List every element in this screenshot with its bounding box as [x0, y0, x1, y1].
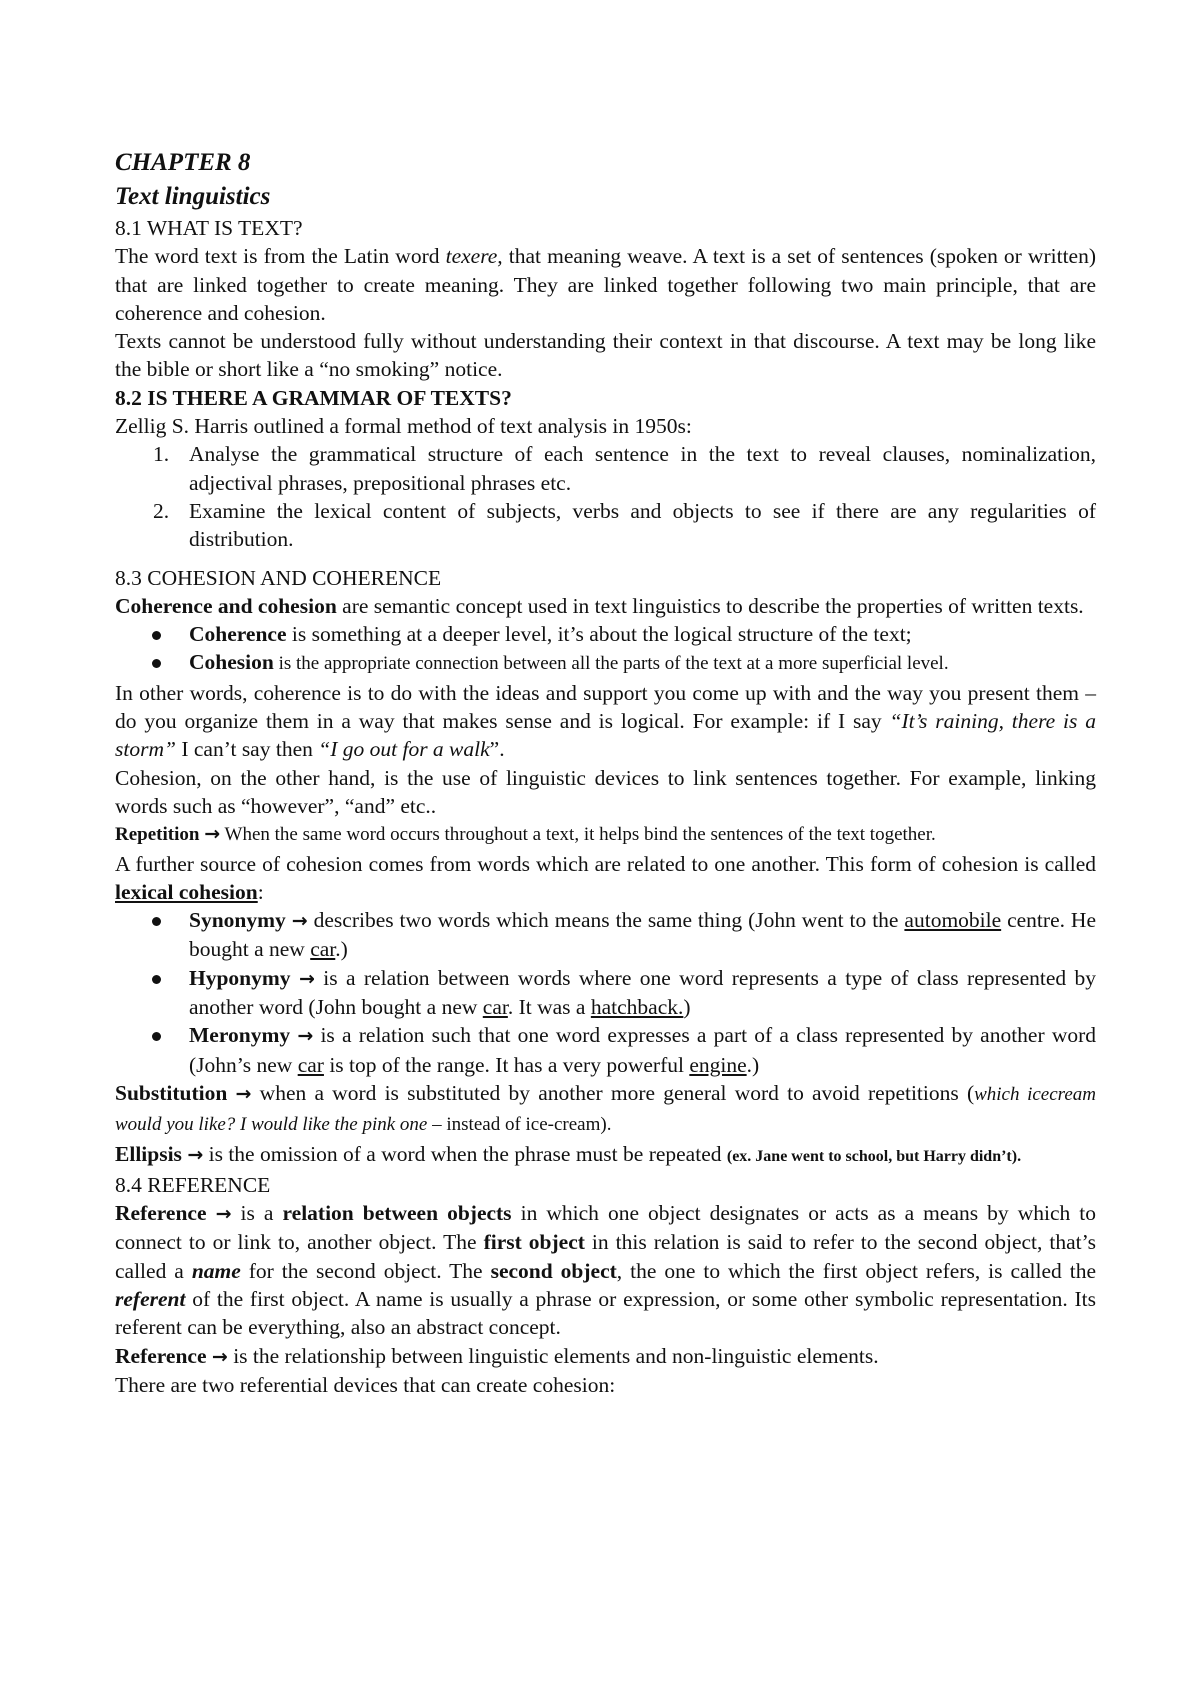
bullet-list-coherence — [115, 620, 1096, 679]
arrow-right-icon: → — [215, 1203, 232, 1226]
paragraph-reference-definition: Reference → is a relation between objects in which one object designates or acts as a means by which to connect to or link to, another object. The first object in this relation is said to refer to the second object, that’s called a name for the second object. The second object, the one to which the first object refers, is called the referent of the first object. A name is usually a phrase or expression, or some other symbolic representation. Its referent can be everything, also an abstract concept. — [115, 1201, 1097, 1340]
chapter-title: Text linguistics — [115, 183, 271, 210]
paragraph-reference-relationship: Reference → is the relationship between linguistic elements and non-linguistic elements. — [115, 1343, 879, 1368]
bullet-icon — [152, 1032, 161, 1041]
list-item: Hyponymy → is a relation between words where one word represents a type of class represented by another word (John bought a new car. It was a hatchback.) — [115, 964, 1096, 1022]
list-item: Coherence is something at a deeper level, it’s about the logical structure of the text; — [115, 620, 1096, 648]
paragraph-referential-devices: There are two referential devices that can create cohesion: — [115, 1372, 616, 1397]
arrow-right-icon: → — [291, 910, 308, 933]
paragraph-text-definition: The word text is from the Latin word texere, that meaning weave. A text is a set of sentences (spoken or written) that are linked together to create meaning. They are linked together following two main principle, that are coherence and cohesion. — [115, 244, 1096, 325]
section-heading-8-4: 8.4 REFERENCE — [115, 1172, 271, 1197]
paragraph-substitution: Substitution → when a word is substituted by another more general word to avoid repetitions (which icecream would you like? I would like the pink one – instead of ice-cream). — [115, 1080, 1096, 1136]
list-item: Synonymy → describes two words which means the same thing (John went to the automobile centre. He bought a new car.) — [115, 906, 1096, 964]
arrow-right-icon: → — [211, 1345, 228, 1368]
list-item: Cohesion is the appropriate connection between all the parts of the text at a more superficial level. — [115, 648, 1096, 678]
paragraph-repetition: Repetition → When the same word occurs throughout a text, it helps bind the sentences of the text together. — [115, 823, 936, 846]
paragraph-text-context: Texts cannot be understood fully without understanding their context in that discourse. A text may be long like the bible or short like a “no smoking” notice. — [115, 329, 1096, 382]
section-heading-8-1: 8.1 WHAT IS TEXT? — [115, 216, 303, 240]
arrow-right-icon: → — [297, 1025, 314, 1048]
paragraph-cohesion-explained: Cohesion, on the other hand, is the use of linguistic devices to link sentences together. For example, linking words such as “however”, “and” etc.. — [115, 765, 1096, 818]
bullet-icon — [152, 659, 161, 668]
paragraph-coherence-explained: In other words, coherence is to do with the ideas and support you come up with and the way you present them – do you organize them in a way that makes sense and is logical. For example: if I say “It’s raining, there is a storm” I can’t say then “I go out for a walk”. — [115, 680, 1096, 762]
arrow-right-icon: → — [204, 823, 221, 846]
arrow-right-icon: → — [235, 1082, 252, 1105]
document-page — [115, 138, 1096, 1399]
section-heading-8-2: 8.2 IS THERE A GRAMMAR OF TEXTS? — [115, 385, 512, 410]
list-item: 1. Analyse the grammatical structure of each sentence in the text to reveal clauses, nominalization, adjectival phrases, prepositional phrases etc. — [153, 442, 1096, 495]
paragraph-lexical-cohesion: A further source of cohesion comes from words which are related to one another. This form of cohesion is called lexical cohesion: — [115, 851, 1096, 904]
bullet-list-lexical — [115, 906, 1096, 1079]
numbered-list — [115, 440, 1096, 553]
paragraph-coherence-cohesion: Coherence and cohesion are semantic concept used in text linguistics to describe the properties of written texts. — [115, 593, 1084, 618]
list-item: Meronymy → is a relation such that one word expresses a part of a class represented by another word (John’s new car is top of the range. It has a very powerful engine.) — [115, 1021, 1096, 1079]
chapter-heading: CHAPTER 8 — [115, 149, 251, 176]
paragraph-ellipsis: Ellipsis → is the omission of a word when the phrase must be repeated (ex. Jane went to school, but Harry didn’t). — [115, 1141, 1022, 1166]
bullet-icon — [152, 917, 161, 926]
arrow-right-icon: → — [298, 967, 315, 990]
paragraph-harris: Zellig S. Harris outlined a formal method of text analysis in 1950s: — [115, 414, 692, 439]
arrow-right-icon: → — [187, 1143, 204, 1166]
bullet-icon — [152, 975, 161, 984]
bullet-icon — [152, 631, 161, 640]
list-item: 2. Examine the lexical content of subjects, verbs and objects to see if there are any regularities of distribution. — [153, 498, 1096, 552]
section-heading-8-3: 8.3 COHESION AND COHERENCE — [115, 565, 442, 590]
